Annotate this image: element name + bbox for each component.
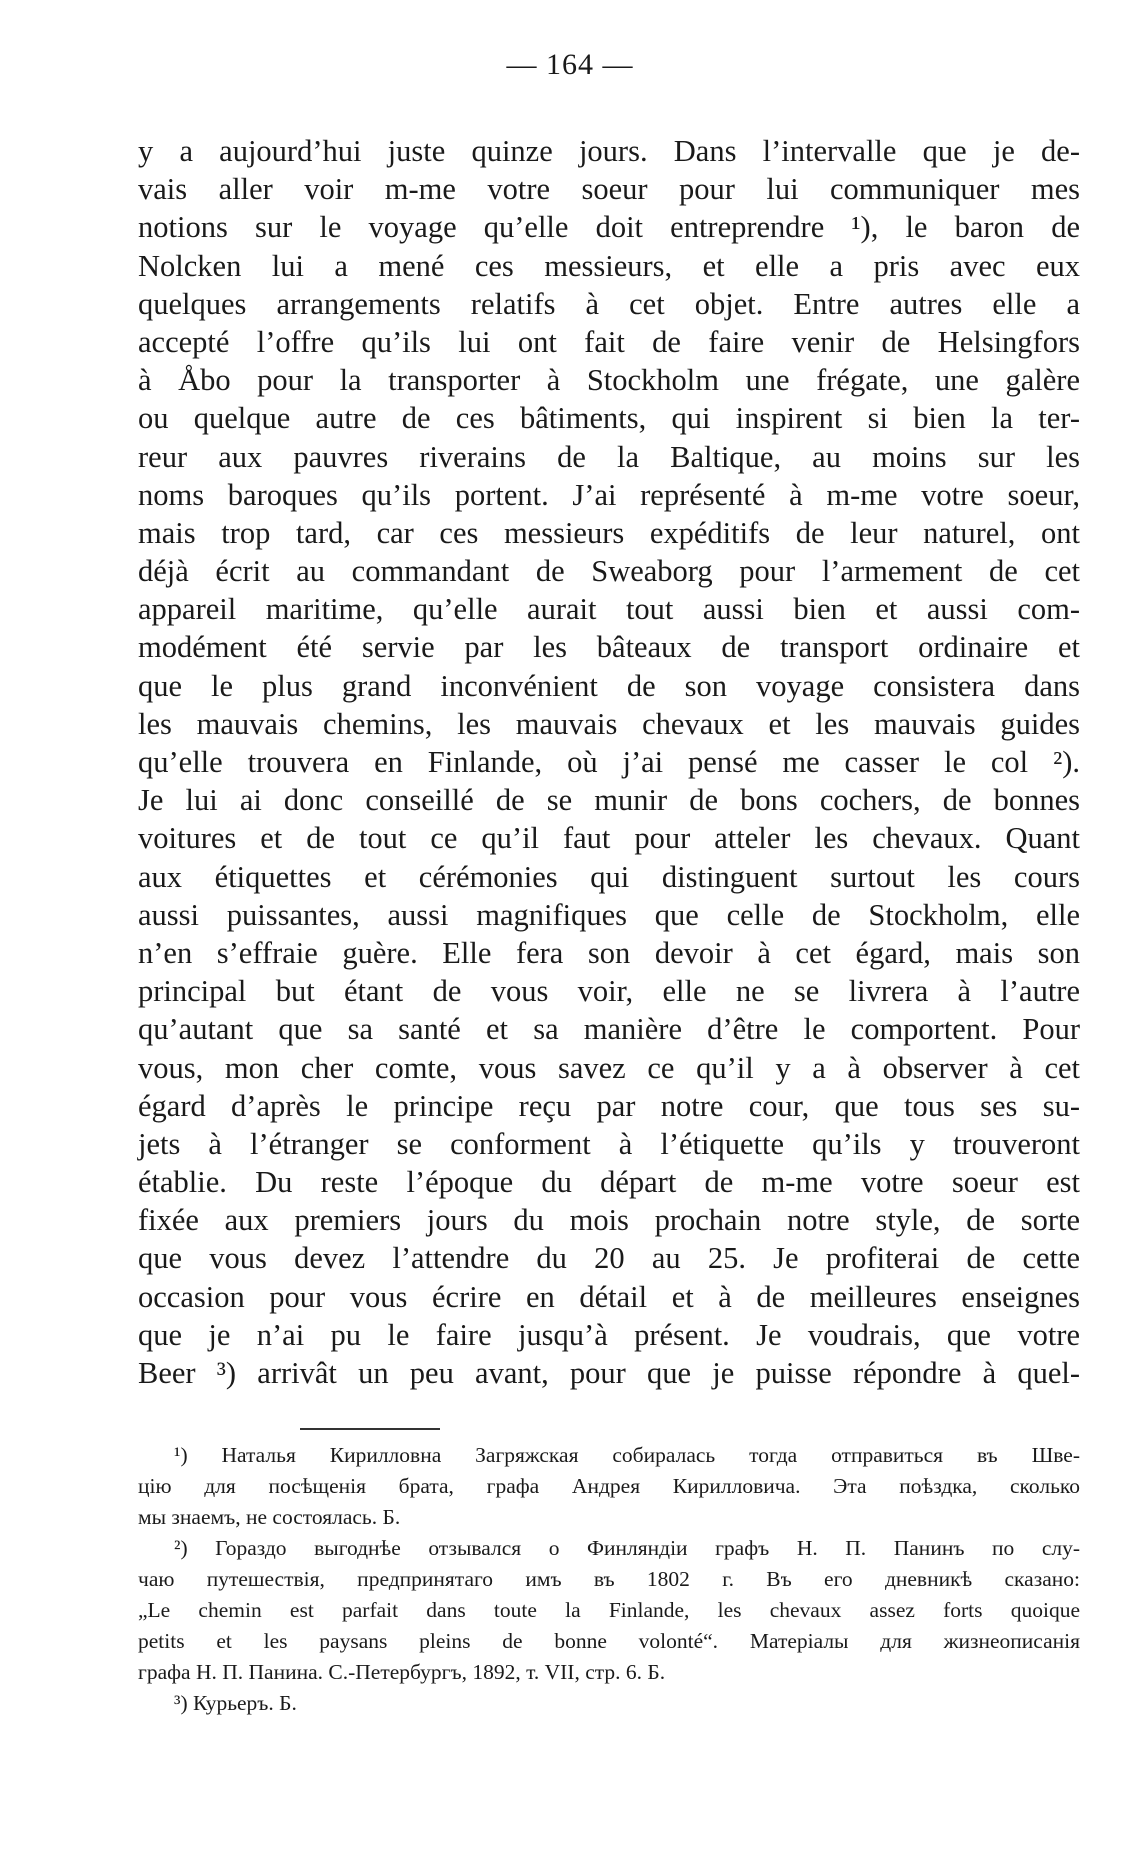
main-text-block xyxy=(138,132,1080,1392)
text-line: Je lui ai donc conseillé de se munir de bons cochers, de bonnes xyxy=(138,783,1080,818)
text-line: Nolcken lui a mené ces messieurs, et elle a pris avec eux xyxy=(138,248,1080,283)
text-line: que le plus grand inconvénient de son voyage consistera dans xyxy=(138,668,1080,703)
text-line: y a aujourd’hui juste quinze jours. Dans l’intervalle que je de- xyxy=(138,134,1080,168)
page-number: — 164 — xyxy=(506,48,634,81)
footnote-separator xyxy=(300,1428,440,1430)
footnote-line: ¹) Наталья Кирилловна Загряжская собиралась тогда отправиться въ Шве- xyxy=(174,1443,1080,1467)
text-line: accepté l’offre qu’ils lui ont fait de faire venir de Helsingfors xyxy=(138,324,1080,359)
text-line: que je n’ai pu le faire jusqu’à présent. Je voudrais, que votre xyxy=(138,1317,1080,1352)
text-line: principal but étant de vous voir, elle ne se livrera à l’autre xyxy=(138,974,1080,1009)
text-line: notions sur le voyage qu’elle doit entreprendre ¹), le baron de xyxy=(138,210,1080,245)
text-line: noms baroques qu’ils portent. J’ai représenté à m-me votre soeur, xyxy=(138,477,1080,512)
footnote-line: ³) Курьеръ. Б. xyxy=(174,1691,297,1715)
text-line: qu’autant que sa santé et sa manière d’être le comportent. Pour xyxy=(138,1012,1080,1047)
text-line: reur aux pauvres riverains de la Baltique, au moins sur les xyxy=(138,439,1080,474)
text-line: voitures et de tout ce qu’il faut pour atteler les chevaux. Quant xyxy=(138,821,1080,856)
text-line: fixée aux premiers jours du mois prochain notre style, de sorte xyxy=(138,1203,1080,1238)
text-line: que vous devez l’attendre du 20 au 25. Je profiterai de cette xyxy=(138,1241,1080,1276)
text-line: mais trop tard, car ces messieurs expéditifs de leur naturel, ont xyxy=(138,515,1080,550)
text-line: les mauvais chemins, les mauvais chevaux et les mauvais guides xyxy=(138,706,1080,741)
text-line: occasion pour vous écrire en détail et à de meilleures enseignes xyxy=(138,1279,1080,1314)
text-line: vais aller voir m-me votre soeur pour lui communiquer mes xyxy=(138,172,1080,207)
text-line: aux étiquettes et cérémonies qui distinguent surtout les cours xyxy=(138,859,1080,894)
text-line: aussi puissantes, aussi magnifiques que celle de Stockholm, elle xyxy=(138,897,1080,932)
text-line: modément été servie par les bâteaux de transport ordinaire et xyxy=(138,630,1080,665)
text-line: appareil maritime, qu’elle aurait tout aussi bien et aussi com- xyxy=(138,592,1080,627)
footnote-line: „Le chemin est parfait dans toute la Finlande, les chevaux assez forts quoique xyxy=(138,1598,1080,1622)
footnote-line: мы знаемъ, не состоялась. Б. xyxy=(138,1505,401,1529)
text-line: quelques arrangements relatifs à cet objet. Entre autres elle a xyxy=(138,286,1080,321)
text-line: Beer ³) arrivât un peu avant, pour que je puisse répondre à quel- xyxy=(138,1356,1080,1390)
footnote-line: чаю путешествія, предпринятаго имъ въ 1802 г. Въ его дневникѣ сказано: xyxy=(138,1567,1080,1591)
text-line: ou quelque autre de ces bâtiments, qui inspirent si bien la ter- xyxy=(138,401,1080,436)
footnote-line: petits et les paysans pleins de bonne volonté“. Матеріалы для жизнеописанія xyxy=(138,1629,1080,1653)
text-line: à Åbo pour la transporter à Stockholm une frégate, une galère xyxy=(138,363,1080,398)
footnote-line: графа Н. П. Панина. С.-Петербургъ, 1892, т. VII, стр. 6. Б. xyxy=(138,1660,666,1684)
footnotes-block xyxy=(138,1440,1080,1719)
text-line: n’en s’effraie guère. Elle fera son devoir à cet égard, mais son xyxy=(138,935,1080,970)
footnote-line: ²) Гораздо выгоднѣе отзывался о Финляндіи графъ Н. П. Панинъ по слу- xyxy=(174,1536,1080,1560)
text-line: vous, mon cher comte, vous savez ce qu’il y a à observer à cet xyxy=(138,1050,1080,1085)
text-line: égard d’après le principe reçu par notre cour, que tous ses su- xyxy=(138,1088,1080,1123)
text-line: qu’elle trouvera en Finlande, où j’ai pensé me casser le col ²). xyxy=(138,745,1080,779)
text-line: établie. Du reste l’époque du départ de m-me votre soeur est xyxy=(138,1165,1080,1200)
text-line: déjà écrit au commandant de Sweaborg pour l’armement de cet xyxy=(138,554,1080,589)
text-line: jets à l’étranger se conforment à l’étiquette qu’ils y trouveront xyxy=(138,1126,1080,1161)
footnote-line: цію для посѣщенія брата, графа Андрея Кирилловича. Эта поѣздка, сколько xyxy=(138,1474,1080,1498)
